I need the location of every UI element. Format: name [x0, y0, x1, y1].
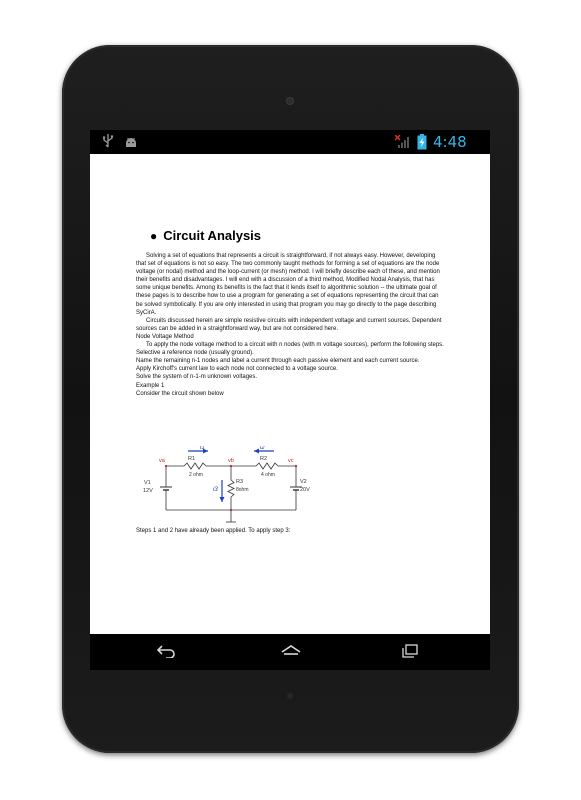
section-heading: Node Voltage Method: [136, 333, 194, 340]
paragraph: Consider the circuit shown below: [136, 390, 224, 397]
step-item: Selective a reference node (usually ground).: [136, 350, 254, 357]
home-button[interactable]: [280, 644, 302, 663]
back-button[interactable]: [156, 644, 178, 663]
no-signal-icon: [395, 135, 411, 154]
resistor-value-r3: 8ohm: [236, 487, 249, 493]
resistor-label-r2: R2: [260, 456, 268, 462]
current-label-i3: i3: [213, 487, 218, 493]
paragraph: To apply the node voltage method to a circuit with n nodes (with m voltage sources), perform the following steps.: [146, 342, 444, 349]
back-icon: [156, 644, 178, 658]
current-label-i2: i2: [260, 446, 265, 451]
document-title: ● Circuit Analysis: [150, 228, 262, 243]
source-label-v1: V1: [144, 480, 151, 486]
node-label-vb: vb: [228, 458, 234, 464]
step-item: Name the remaining n-1 nodes and label a current through each passive element and each current source.: [136, 358, 420, 365]
source-label-v2: V2: [300, 479, 307, 485]
current-label-i1: i1: [200, 446, 205, 451]
status-clock: 4:48: [433, 133, 467, 151]
step-item: Solve the system of n-1-m unknown voltages.: [136, 374, 258, 381]
home-icon: [280, 644, 302, 658]
battery-charging-icon: [417, 134, 427, 155]
steps-text: Steps 1 and 2 have already been applied. To apply step 3:: [136, 528, 291, 534]
screen: [90, 130, 490, 670]
resistor-label-r1: R1: [188, 456, 196, 462]
recents-button[interactable]: [402, 644, 418, 663]
status-bar: [90, 130, 490, 154]
circuit-diagram: [136, 446, 316, 528]
node-label-vc: vc: [288, 458, 294, 464]
source-value-v1: 12V: [143, 488, 153, 494]
step-item: Apply Kirchoff's current law to each node not connected to a voltage source.: [136, 366, 338, 373]
android-debug-icon: [124, 135, 138, 153]
document-page[interactable]: [90, 154, 490, 634]
navigation-bar: [90, 634, 490, 670]
recents-icon: [402, 644, 418, 658]
resistor-label-r3: R3: [236, 479, 244, 485]
example-heading: Example 1: [136, 382, 165, 389]
resistor-value-r2: 4 ohm: [261, 472, 275, 478]
paragraph: Circuits discussed herein are simple resistive circuits with independent voltage and current sources. Dependent sources can be added in a straightforward way, but are not considered here.: [136, 317, 442, 332]
document-body: [136, 252, 446, 398]
paragraph: Solving a set of equations that represents a circuit is straightforward, if not always easy. However, developing that set of equations is not so easy. The two commonly taught methods for forming a set of equations are the node voltage (or nodal) method and the loop-current (or mesh) method. I will briefly describe each of these, and mention their benefits and disadvantages. I will end with a discussion of a third method, Modified Nodal Analysis, that has some unique benefits. Among its benefits is the fact that it lends itself to algorithmic solution -- the ultimate goal of these pages is to describe how to use a program for generating a set of equations representing the circuit that can be solved symbolically. If you are only interested in using that program you may go directly to the page describing SyCirA.: [136, 253, 440, 316]
bullet-icon: ●: [150, 229, 158, 243]
usb-icon: [102, 134, 114, 153]
source-value-v2: 20V: [300, 487, 310, 493]
resistor-value-r1: 2 ohm: [189, 472, 203, 478]
node-label-va: va: [159, 458, 165, 464]
bottom-sensor: [287, 693, 293, 699]
front-camera: [286, 97, 294, 105]
